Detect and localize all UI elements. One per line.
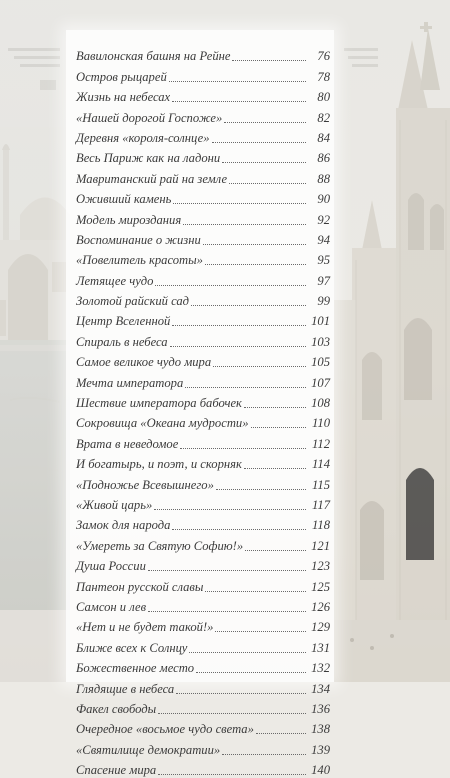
toc-entry	[76, 105, 330, 125]
toc-entry	[76, 513, 330, 533]
cathedral-illustration	[334, 22, 450, 682]
toc-entry-page: 118	[312, 518, 330, 533]
toc-entry-title: Вавилонская башня на Рейне	[76, 49, 231, 64]
dot-leader	[216, 489, 306, 490]
toc-entry-page: 117	[312, 497, 330, 512]
dot-leader	[148, 570, 306, 571]
toc-entry-page: 103	[311, 334, 330, 349]
toc-entry	[76, 391, 330, 411]
toc-entry	[76, 289, 330, 309]
dot-leader	[256, 733, 306, 734]
toc-entry-title: Замок для народа	[76, 518, 171, 533]
toc-entry	[76, 676, 330, 696]
toc-entry-title: «Умереть за Святую Софию!»	[76, 538, 244, 553]
toc-entry	[76, 717, 330, 737]
dot-leader	[180, 448, 306, 449]
toc-entry-title: И богатырь, и поэт, и скорняк	[76, 457, 242, 472]
toc-entry-page: 134	[311, 681, 330, 696]
toc-entry-page: 110	[312, 416, 330, 431]
dot-leader	[229, 183, 306, 184]
toc-entry-title: Мавританский рай на земле	[76, 171, 228, 186]
toc-entry-title: Центр Вселенной	[76, 314, 171, 329]
toc-entry	[76, 595, 330, 615]
dot-leader	[172, 101, 306, 102]
toc-entry-title: Жизнь на небесах	[76, 90, 171, 105]
toc-entry	[76, 166, 330, 186]
toc-entry	[76, 248, 330, 268]
toc-entry	[76, 635, 330, 655]
toc-entry-page: 80	[317, 90, 330, 105]
dot-leader	[232, 60, 306, 61]
toc-entry	[76, 554, 330, 574]
dot-leader	[191, 305, 306, 306]
dot-leader	[244, 407, 306, 408]
toc-entry-page: 129	[311, 620, 330, 635]
dot-leader	[222, 162, 306, 163]
toc-entry	[76, 329, 330, 349]
toc-entry	[76, 85, 330, 105]
toc-entry-title: «Повелитель красоты»	[76, 253, 203, 268]
toc-entry	[76, 64, 330, 84]
dot-leader	[183, 224, 306, 225]
toc-entry-page: 82	[317, 110, 330, 125]
dot-leader	[189, 652, 306, 653]
dot-leader	[212, 142, 306, 143]
toc-entry-title: Спасение мира	[76, 763, 157, 778]
dot-leader	[251, 427, 306, 428]
toc-entry-page: 92	[317, 212, 330, 227]
toc-entry	[76, 411, 330, 431]
toc-entry-title: «Подножье Всевышнего»	[76, 477, 214, 492]
toc-entry-page: 90	[317, 192, 330, 207]
dot-leader	[213, 366, 306, 367]
toc-entry	[76, 615, 330, 635]
dot-leader	[176, 693, 306, 694]
toc-entry-page: 140	[311, 763, 330, 778]
toc-entry	[76, 737, 330, 757]
dot-leader	[173, 203, 306, 204]
toc-entry-title: «Живой царь»	[76, 497, 153, 512]
dot-leader	[170, 346, 306, 347]
toc-entry-page: 136	[311, 701, 330, 716]
toc-entry	[76, 126, 330, 146]
toc-entry-page: 126	[311, 599, 330, 614]
dot-leader	[244, 468, 306, 469]
toc-entry-page: 112	[312, 436, 330, 451]
toc-entry	[76, 431, 330, 451]
toc-entry-title: Весь Париж как на ладони	[76, 151, 221, 166]
dot-leader	[158, 713, 306, 714]
toc-entry	[76, 758, 330, 778]
toc-entry-title: Факел свободы	[76, 701, 157, 716]
toc-entry-title: Врата в неведомое	[76, 436, 179, 451]
toc-entry-page: 139	[311, 742, 330, 757]
toc-entry-title: Деревня «короля-солнце»	[76, 130, 210, 145]
palace-illustration	[0, 0, 70, 682]
toc-entry	[76, 656, 330, 676]
toc-entry-title: Спираль в небеса	[76, 334, 168, 349]
dot-leader	[205, 591, 306, 592]
toc-entry-title: Божественное место	[76, 661, 195, 676]
toc-entry	[76, 697, 330, 717]
toc-entry	[76, 452, 330, 472]
dot-leader	[148, 611, 306, 612]
toc-entry-page: 94	[317, 232, 330, 247]
toc-entry-title: Золотой райский сад	[76, 294, 190, 309]
toc-entry-page: 107	[311, 375, 330, 390]
toc-entry	[76, 350, 330, 370]
toc-entry-title: Сокровища «Океана мудрости»	[76, 416, 249, 431]
toc-entry-title: Оживший камень	[76, 192, 172, 207]
toc-entry-title: «Нашей дорогой Госпоже»	[76, 110, 223, 125]
dot-leader	[224, 122, 306, 123]
toc-entry	[76, 207, 330, 227]
toc-entry-title: Остров рыцарей	[76, 69, 167, 84]
toc-entry-title: «Святилище демократии»	[76, 742, 221, 757]
toc-entry-page: 131	[311, 640, 330, 655]
toc-entry-title: Воспоминание о жизни	[76, 232, 201, 247]
dot-leader	[155, 285, 306, 286]
dot-leader	[215, 631, 306, 632]
toc-entry-page: 105	[311, 355, 330, 370]
toc-entry-page: 125	[311, 579, 330, 594]
toc-entry-page: 114	[312, 457, 330, 472]
toc-entry-page: 123	[311, 559, 330, 574]
toc-entry	[76, 493, 330, 513]
toc-entry-title: Шествие императора бабочек	[76, 396, 242, 411]
toc-entry-title: Очередное «восьмое чудо света»	[76, 722, 254, 737]
toc-entry-page: 97	[317, 273, 330, 288]
dot-leader	[222, 754, 306, 755]
dot-leader	[203, 244, 306, 245]
toc-entry-page: 101	[311, 314, 330, 329]
toc-entry-page: 95	[317, 253, 330, 268]
toc-entry-page: 99	[317, 294, 330, 309]
toc-entry-page: 132	[311, 661, 330, 676]
table-of-contents	[76, 44, 330, 778]
toc-entry	[76, 574, 330, 594]
dot-leader	[205, 264, 306, 265]
toc-entry	[76, 228, 330, 248]
toc-entry-title: Душа России	[76, 559, 146, 574]
toc-entry-title: Самсон и лев	[76, 599, 147, 614]
dot-leader	[154, 509, 306, 510]
toc-entry	[76, 44, 330, 64]
toc-entry	[76, 472, 330, 492]
toc-entry	[76, 187, 330, 207]
dot-leader	[185, 387, 306, 388]
dot-leader	[158, 774, 306, 775]
toc-entry-page: 138	[311, 722, 330, 737]
toc-entry	[76, 146, 330, 166]
dot-leader	[169, 81, 306, 82]
dot-leader	[172, 325, 306, 326]
toc-entry-title: Глядящие в небеса	[76, 681, 175, 696]
toc-entry-title: Мечта императора	[76, 375, 184, 390]
toc-entry-title: Самое великое чудо мира	[76, 355, 212, 370]
toc-entry-title: Пантеон русской славы	[76, 579, 204, 594]
toc-entry-page: 121	[311, 538, 330, 553]
toc-entry-page: 86	[317, 151, 330, 166]
toc-entry-page: 78	[317, 69, 330, 84]
toc-entry	[76, 533, 330, 553]
toc-entry-page: 88	[317, 171, 330, 186]
ghost-caption-right	[344, 48, 378, 67]
toc-entry-page: 108	[311, 396, 330, 411]
toc-entry-page: 115	[312, 477, 330, 492]
toc-entry-page: 76	[317, 49, 330, 64]
toc-entry-title: «Нет и не будет такой!»	[76, 620, 214, 635]
toc-entry	[76, 268, 330, 288]
toc-entry	[76, 309, 330, 329]
toc-entry-title: Ближе всех к Солнцу	[76, 640, 188, 655]
toc-entry-title: Модель мироздания	[76, 212, 182, 227]
dot-leader	[172, 529, 306, 530]
dot-leader	[196, 672, 306, 673]
toc-entry-page: 84	[317, 130, 330, 145]
dot-leader	[245, 550, 306, 551]
toc-entry-title: Летящее чудо	[76, 273, 154, 288]
toc-entry	[76, 370, 330, 390]
